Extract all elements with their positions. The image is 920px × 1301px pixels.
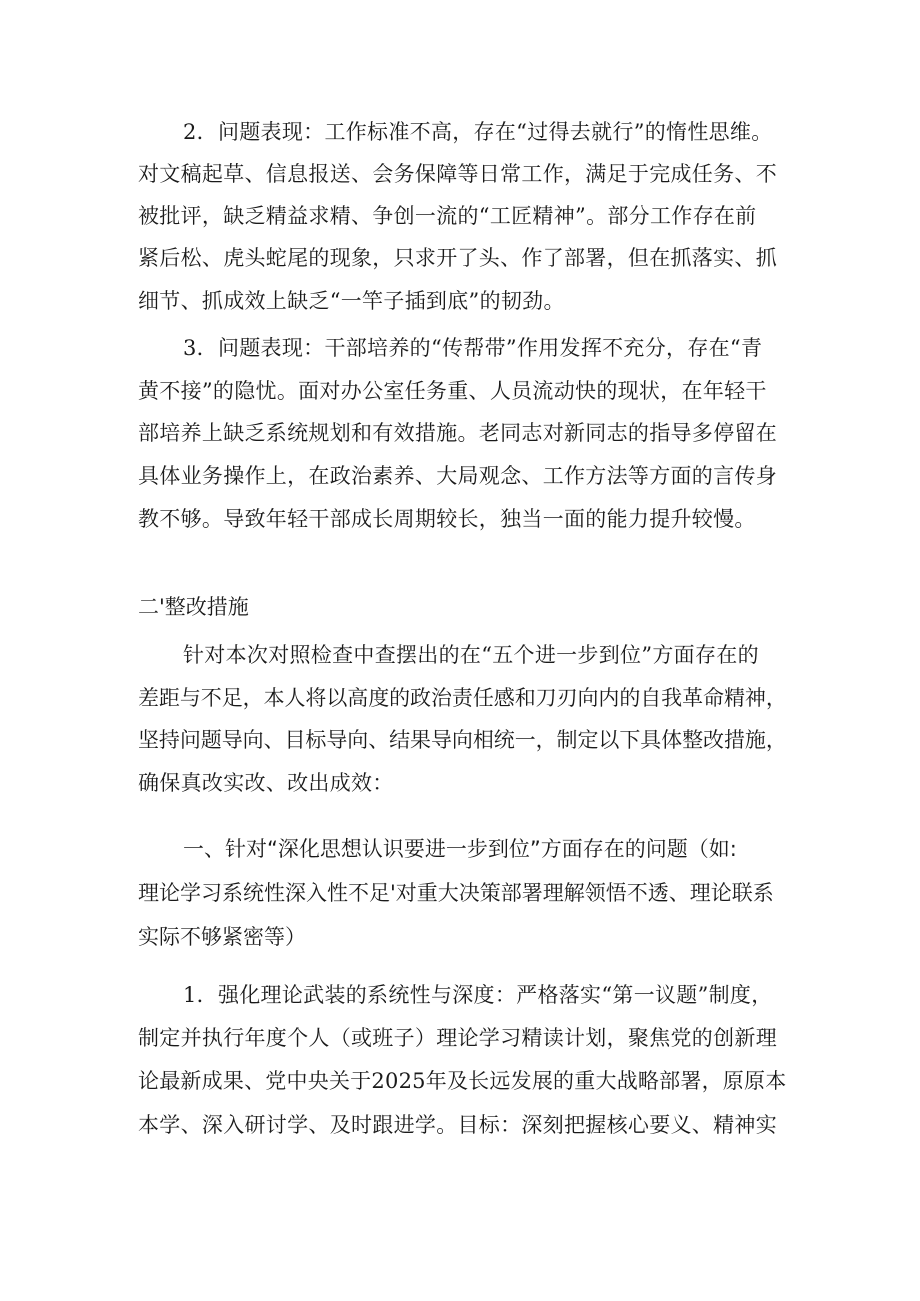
- measure-1-line-2: 制定并执行年度个人（或班子）理论学习精读计划，聚焦党的创新理: [138, 1026, 777, 1050]
- paragraph-2-line-2: 对文稿起草、信息报送、会务保障等日常工作，满足于完成任务、不: [138, 162, 777, 186]
- paragraph-2-line-3: 被批评，缺乏精益求精、争创一流的“工匠精神”。部分工作存在前: [138, 204, 757, 228]
- measure-1-line-4: 本学、深入研讨学、及时跟进学。目标：深刻把握核心要义、精神实: [138, 1113, 777, 1137]
- paragraph-2-line-4: 紧后松、虎头蛇尾的现象，只求开了头、作了部署，但在抓落实、抓: [138, 246, 777, 270]
- subheading-line-1: 一、针对“深化思想认识要进一步到位”方面存在的问题（如:: [183, 837, 737, 861]
- section-heading: 二'整改措施: [138, 595, 249, 619]
- paragraph-2-line-5: 细节、抓成效上缺乏“一竿子插到底”的韧劲。: [138, 289, 565, 313]
- paragraph-3-line-3: 部培养上缺乏系统规划和有效措施。老同志对新同志的指导多停留在: [138, 421, 777, 445]
- subheading-line-2: 理论学习系统性深入性不足'对重大决策部署理解领悟不透、理论联系: [138, 881, 774, 905]
- paragraph-3-line-4: 具体业务操作上，在政治素养、大局观念、工作方法等方面的言传身: [138, 464, 777, 488]
- measure-1-line-1: 1．强化理论武装的系统性与深度：严格落实“第一议题”制度，: [183, 983, 773, 1007]
- intro-line-3: 坚持问题导向、目标导向、结果导向相统一，制定以下具体整改措施，: [138, 728, 787, 752]
- intro-line-2: 差距与不足，本人将以高度的政治责任感和刀刃向内的自我革命精神，: [138, 686, 787, 710]
- paragraph-3-line-5: 教不够。导致年轻干部成长周期较长，独当一面的能力提升较慢。: [138, 507, 756, 531]
- paragraph-3-line-2: 黄不接”的隐忧。面对办公室任务重、人员流动快的现状，在年轻干: [138, 379, 767, 403]
- subheading-line-3: 实际不够紧密等）: [138, 925, 306, 949]
- paragraph-2-line-1: 2．问题表现：工作标准不高，存在“过得去就行”的惰性思维。: [183, 120, 773, 144]
- paragraph-3-line-1: 3．问题表现：干部培养的“传帮带”作用发挥不充分，存在“青: [183, 336, 763, 360]
- intro-line-1: 针对本次对照检查中查摆出的在“五个进一步到位”方面存在的: [183, 643, 759, 667]
- measure-1-line-3: 论最新成果、党中央关于2025年及长远发展的重大战略部署，原原本: [138, 1069, 787, 1093]
- intro-line-4: 确保真改实改、改出成效：: [138, 771, 394, 795]
